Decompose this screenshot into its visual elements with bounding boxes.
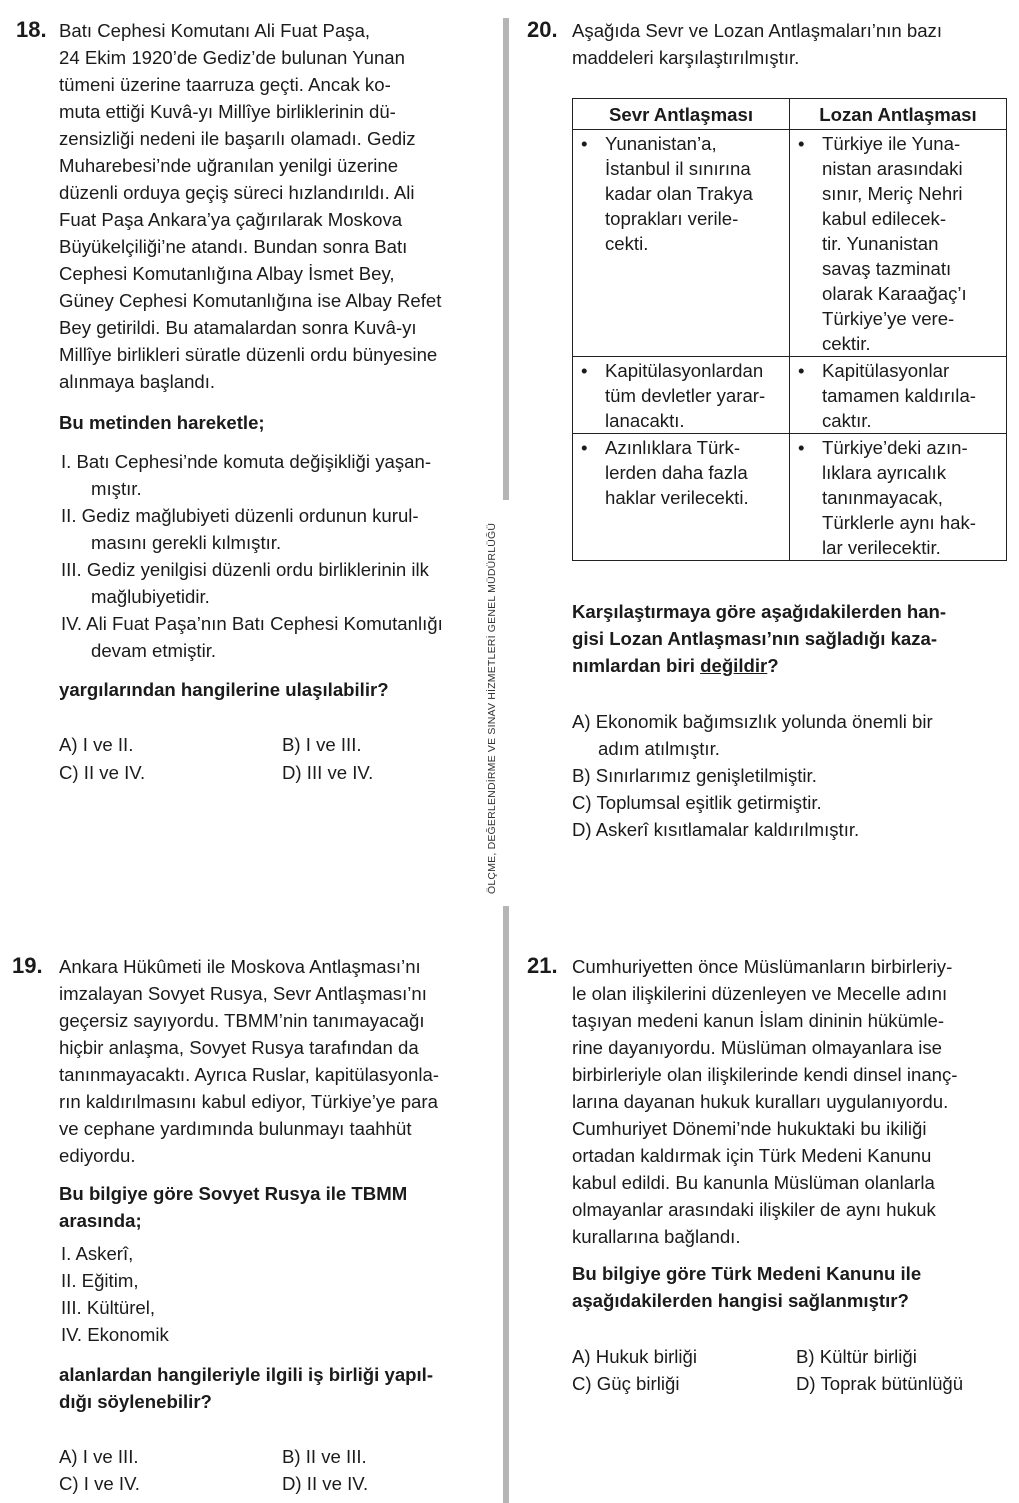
prompt-line: Bu bilgiye göre Sovyet Rusya ile TBMM [59,1183,408,1204]
question-18-prompt: Bu metinden hareketle; [59,412,265,433]
question-21-question [572,1260,921,1314]
question-line: Bu bilgiye göre Türk Medeni Kanunu ile [572,1263,922,1284]
bullet: • [581,437,588,458]
question-line: dığı söylenebilir? [59,1391,212,1412]
cell-line: caktır. [822,410,872,431]
passage-line: Büyükelçiliği’ne atandı. Bundan sonra Batı [59,236,408,257]
question-20-question [572,598,946,679]
passage-line: rine dayanıyordu. Müslüman olmayanlara ise [572,1037,942,1058]
question-line: gisi Lozan Antlaşması’nın sağladığı kaza- [572,628,938,649]
option-c[interactable]: C) I ve IV. [59,1473,140,1494]
option-a[interactable]: A) Hukuk birliği [572,1346,698,1367]
cell-line: sınır, Meriç Nehri [822,183,963,204]
question-18-question: yargılarından hangilerine ulaşılabilir? [59,679,389,700]
cell-line: Kapitülasyonlar [822,360,950,381]
cell-line: haklar verilecekti. [605,487,749,508]
cell-line: Türkiye’deki azın- [822,437,968,458]
option-a-cont[interactable]: adım atılmıştır. [598,738,720,759]
passage-line: le olan ilişkilerini düzenleyen ve Mecelle adını [572,983,948,1004]
cell-line: lıklara ayrıcalık [822,462,946,483]
statement-iii: III. Gediz yenilgisi düzenli ordu birliklerinin ilk [61,559,429,580]
question-20-intro [572,17,942,71]
option-a[interactable]: A) I ve III. [59,1446,139,1467]
passage-line: Güney Cephesi Komutanlığına ise Albay Refet [59,290,442,311]
emphasis-underlined: değildir [700,655,768,676]
passage-line: olmayanlar arasındaki ilişkiler de aynı hukuk [572,1199,936,1220]
passage-line: düzenli orduya geçiş süreci hızlandırıldı. Ali [59,182,415,203]
table-row [573,130,1007,357]
question-line: alanlardan hangileriyle ilgili iş birliği yapıl- [59,1364,434,1385]
institution-sidebar-text: ÖLÇME, DEĞERLENDİRME VE SINAV HİZMETLERİ GENEL MÜDÜRLÜĞÜ [486,522,498,894]
option-c[interactable]: C) II ve IV. [59,762,146,783]
passage-line: tanınmayacaktı. Ayrıca Ruslar, kapitülasyonla- [59,1064,439,1085]
bullet: • [581,360,588,381]
passage-line: imzalayan Sovyet Rusya, Sevr Antlaşması’nı [59,983,427,1004]
intro-line: Aşağıda Sevr ve Lozan Antlaşmaları’nın bazı [572,20,943,41]
bullet: • [581,133,588,154]
passage-line: ve cephane yardımında bulunmayı taahhüt [59,1118,412,1139]
table-header-lozan: Lozan Antlaşması [790,99,1007,130]
statement-ii: II. Gediz mağlubiyeti düzenli ordunun kurul- [61,505,419,526]
passage-line: Cephesi Komutanlığına Albay İsmet Bey, [59,263,395,284]
statement-i-cont: mıştır. [91,478,142,499]
option-b[interactable]: B) Kültür birliği [796,1346,917,1367]
statement-i: I. Batı Cephesi’nde komuta değişikliği yaşan- [61,451,432,472]
lozan-cell [790,357,1007,434]
question-19-number: 19. [12,953,43,978]
cell-line: kabul edilecek- [822,208,947,229]
option-b[interactable]: B) II ve III. [282,1446,367,1467]
cell-line: lar verilecektir. [822,537,941,558]
lozan-cell [790,434,1007,561]
statement-ii: II. Eğitim, [61,1270,139,1291]
column-divider-top [503,18,509,500]
passage-line: tümeni üzerine taarruza geçti. Ancak ko- [59,74,391,95]
question-text: nımlardan biri [572,655,701,676]
cell-line: Türkiye ile Yuna- [822,133,961,154]
passage-line: Millîye birlikleri süratle düzenli ordu bünyesine [59,344,438,365]
option-d[interactable]: D) Askerî kısıtlamalar kaldırılmıştır. [572,819,860,840]
passage-line: rın kaldırılmasını kabul ediyor, Türkiye’ye para [59,1091,438,1112]
option-a[interactable]: A) Ekonomik bağımsızlık yolunda önemli bir [572,711,933,732]
cell-line: tir. Yunanistan [822,233,939,254]
passage-line: muta ettiği Kuvâ-yı Millîye birliklerinin dü- [59,101,396,122]
passage-line: Ankara Hükûmeti ile Moskova Antlaşması’nı [59,956,421,977]
statement-i: I. Askerî, [61,1243,134,1264]
passage-line: Fuat Paşa Ankara’ya çağırılarak Moskova [59,209,403,230]
comparison-table [572,98,1007,561]
question-18-statements [61,448,443,664]
question-line [572,652,946,679]
passage-line: larına dayanan hukuk kuralları uygulanıyordu. [572,1091,949,1112]
statement-iv: IV. Ali Fuat Paşa’nın Batı Cephesi Komutanlığı [61,613,443,634]
passage-line: ediyordu. [59,1145,136,1166]
intro-line: maddeleri karşılaştırılmıştır. [572,47,800,68]
statement-iv: IV. Ekonomik [61,1324,169,1345]
question-19-passage [59,953,439,1169]
passage-line: taşıyan medeni kanun İslam dininin hükümle- [572,1010,945,1031]
passage-line: zensizliği nedeni ile başarılı olamadı. Gediz [59,128,416,149]
passage-line: kurallarına bağlandı. [572,1226,741,1247]
cell-line: cektir. [822,333,871,354]
passage-line: ortadan kaldırmak için Türk Medeni Kanunu [572,1145,932,1166]
question-19-question [59,1361,433,1415]
option-c[interactable]: C) Toplumsal eşitlik getirmiştir. [572,792,822,813]
option-d[interactable]: D) II ve IV. [282,1473,369,1494]
cell-line: Yunanistan’a, [605,133,717,154]
question-line: Karşılaştırmaya göre aşağıdakilerden han- [572,601,947,622]
passage-line: 24 Ekim 1920’de Gediz’de bulunan Yunan [59,47,405,68]
question-20-number: 20. [527,17,558,42]
passage-line: Cumhuriyet Dönemi’nde hukuktaki bu ikiliği [572,1118,927,1139]
sevr-cell [573,357,790,434]
cell-line: lanacaktı. [605,410,685,431]
bullet: • [798,360,805,381]
passage-line: Cumhuriyetten önce Müslümanların birbirleriy- [572,956,953,977]
question-21-passage [572,953,957,1250]
passage-line: birbirleriyle olan ilişkilerinde kendi dinsel inanç- [572,1064,958,1085]
passage-line: kabul edildi. Bu kanunla Müslüman olanlarla [572,1172,935,1193]
table-header-sevr: Sevr Antlaşması [573,99,790,130]
statement-iv-cont: devam etmiştir. [91,640,217,661]
bullet: • [798,133,805,154]
question-18-passage [59,17,441,395]
question-21-number: 21. [527,953,558,978]
cell-line: cekti. [605,233,649,254]
column-divider-bottom [503,906,509,1503]
cell-line: lerden daha fazla [605,462,748,483]
passage-line: alınmaya başlandı. [59,371,216,392]
cell-line: savaş tazminatı [822,258,952,279]
option-d[interactable]: D) III ve IV. [282,762,374,783]
cell-line: Türklerle aynı hak- [822,512,976,533]
passage-line: hiçbir anlaşma, Sovyet Rusya tarafından da [59,1037,419,1058]
lozan-cell [790,130,1007,357]
prompt-line: arasında; [59,1210,142,1231]
passage-line: Muharebesi’nde uğranılan yenilgi üzerine [59,155,399,176]
statement-iii-cont: mağlubiyetidir. [91,586,210,607]
option-b[interactable]: B) Sınırlarımız genişletilmiştir. [572,765,817,786]
question-line: aşağıdakilerden hangisi sağlanmıştır? [572,1290,909,1311]
cell-line: olarak Karaağaç’ı [822,283,967,304]
cell-line: tamamen kaldırıla- [822,385,976,406]
cell-line: İstanbul il sınırına [605,158,751,179]
table-row [573,434,1007,561]
cell-line: kadar olan Trakya [605,183,753,204]
cell-line: Azınlıklara Türk- [605,437,741,458]
option-c[interactable]: C) Güç birliği [572,1373,680,1394]
table-row [573,357,1007,434]
passage-line: Batı Cephesi Komutanı Ali Fuat Paşa, [59,20,371,41]
passage-line: Bey getirildi. Bu atamalardan sonra Kuvâ-yı [59,317,417,338]
cell-line: tüm devletler yarar- [605,385,766,406]
question-mark: ? [767,655,779,676]
cell-line: tanınmayacak, [822,487,943,508]
statement-ii-cont: masını gerekli kılmıştır. [91,532,282,553]
statement-iii: III. Kültürel, [61,1297,156,1318]
option-a[interactable]: A) I ve II. [59,734,134,755]
question-19-statements [61,1240,169,1348]
passage-line: geçersiz sayıyordu. TBMM’nin tanımayacağı [59,1010,425,1031]
option-d[interactable]: D) Toprak bütünlüğü [796,1373,964,1394]
bullet: • [798,437,805,458]
cell-line: toprakları verile- [605,208,739,229]
question-19-prompt [59,1180,407,1234]
cell-line: Türkiye’ye vere- [822,308,955,329]
cell-line: Kapitülasyonlardan [605,360,764,381]
cell-line: nistan arasındaki [822,158,963,179]
option-b[interactable]: B) I ve III. [282,734,362,755]
sevr-cell [573,434,790,561]
sevr-cell [573,130,790,357]
question-18-number: 18. [16,17,47,42]
